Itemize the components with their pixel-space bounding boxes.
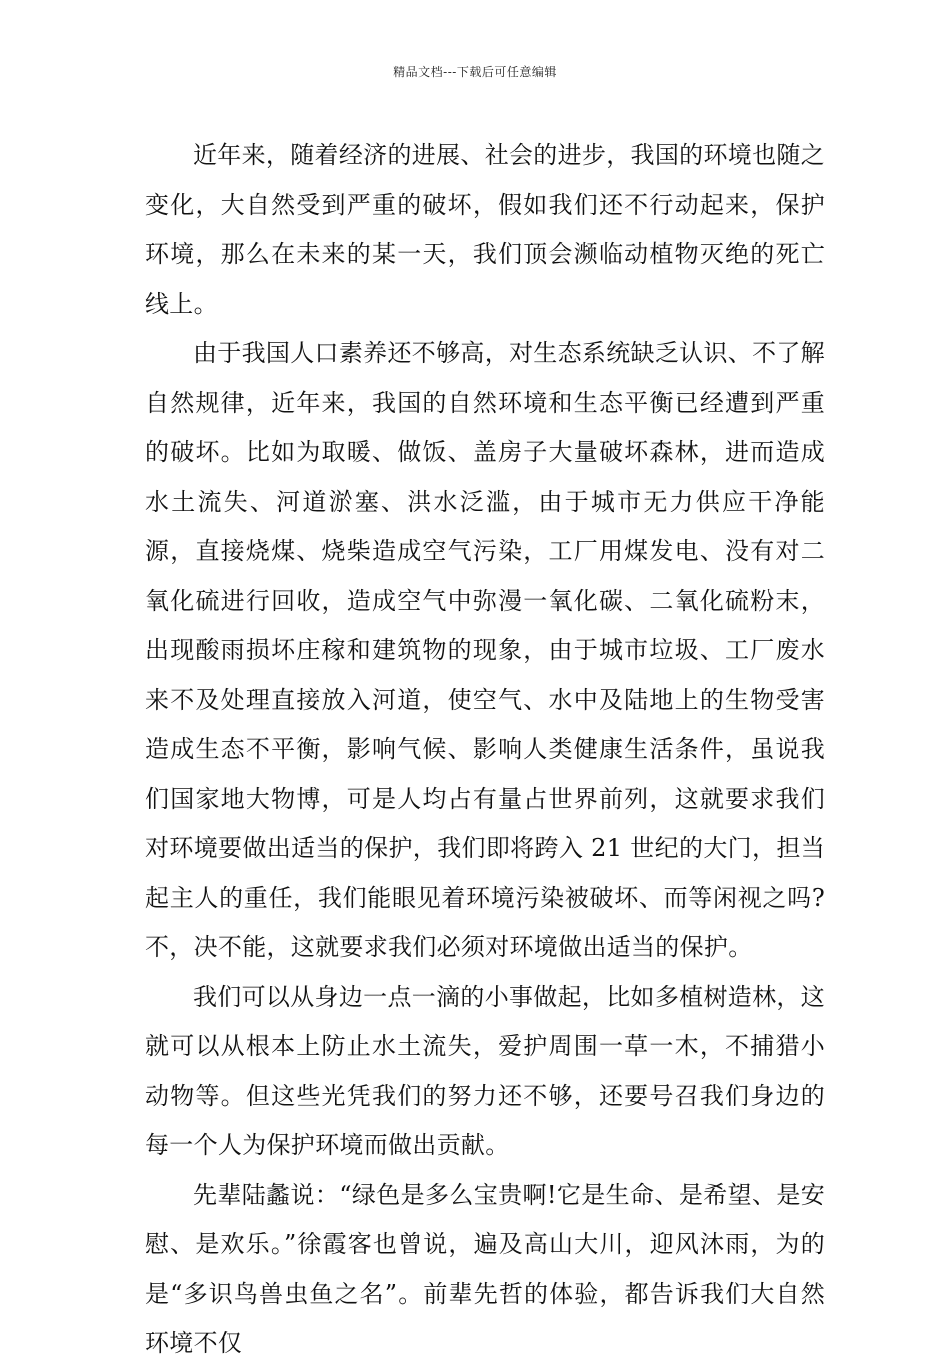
paragraph-2: 由于我国人口素养还不够高，对生态系统缺乏认识、不了解自然规律，近年来，我国的自然环境和生态平衡已经遭到严重的破坏。比如为取暖、做饭、盖房子大量破坏森林，进而造成水土流失、河道淤塞、洪水泛滥，由于城市无力供应干净能源，直接烧煤、烧柴造成空气污染，工厂用煤发电、没有对二氧化硫进行回收，造成空气中弥漫一氧化碳、二氧化硫粉末，出现酸雨损坏庄稼和建筑物的现象，由于城市垃圾、工厂废水来不及处理直接放入河道，使空气、水中及陆地上的生物受害造成生态不平衡，影响气候、影响人类健康生活条件，虽说我们国家地大物博，可是人均占有量占世界前列，这就要求我们对环境要做出适当的保护，我们即将跨入 21 世纪的大门，担当起主人的重任，我们能眼见着环境污染被破坏、而等闲视之吗?不，决不能，这就要求我们必须对环境做出适当的保护。 [145,339,825,961]
page-header: 精品文档---下载后可任意编辑 [393,65,557,79]
document-body [145,131,825,1369]
paragraph-4: 先辈陆蠡说：“绿色是多么宝贵啊!它是生命、是希望、是安慰、是欢乐。”徐霞客也曾说，遍及高山大川，迎风沐雨，为的是“多识鸟兽虫鱼之名”。前辈先哲的体验，都告诉我们大自然环境不仅 [145,1180,825,1357]
paragraph-1: 近年来，随着经济的进展、社会的进步，我国的环境也随之变化，大自然受到严重的破坏，假如我们还不行动起来，保护环境，那么在未来的某一天，我们顶会濒临动植物灭绝的死亡线上。 [145,141,825,318]
paragraph-3: 我们可以从身边一点一滴的小事做起，比如多植树造林，这就可以从根本上防止水土流失，爱护周围一草一木，不捕猎小动物等。但这些光凭我们的努力还不够，还要号召我们身边的每一个人为保护环境而做出贡献。 [145,982,825,1159]
